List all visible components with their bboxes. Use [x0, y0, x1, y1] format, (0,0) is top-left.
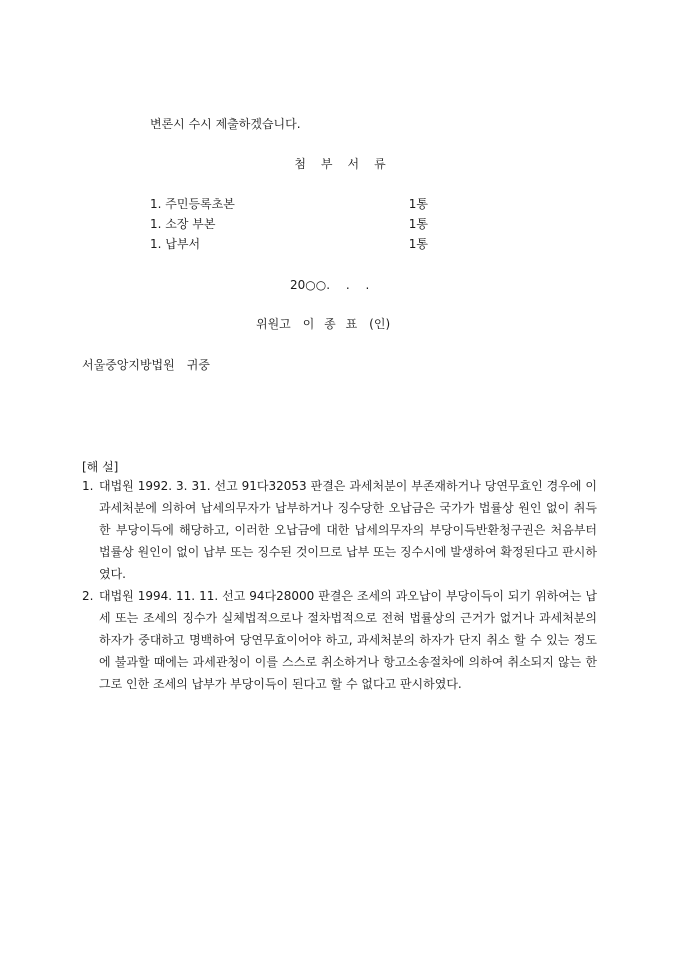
attachment-label: 1. 주민등록초본 — [150, 197, 235, 211]
attachments-title: 첨부서류 — [294, 157, 401, 171]
explanation-item-text: 대법원 1994. 11. 11. 선고 94다28000 판결은 조세의 과오납이 부당이득이 되기 위하여는 납세 또는 조세의 징수가 실체법적으로나 절차법적으로 전혀 법률상의 근거가 없거나 과세처분의 하자가 중대하고 명백하여 당연무효이어야 하고, 과세처분의 하자가 단지 취소 할 수 있는 정도에 불과할 때에는 과세관청이 이를 스스로 취소하거나 항고소송절차에 의하여 취소되지 않는 한 그로 인한 조세의 납부가 부당이득이 된다고 할 수 없다고 판시하였다. — [99, 589, 597, 691]
court-addressee: 서울중앙지방법원 귀중 — [82, 358, 210, 372]
attachment-item — [150, 196, 428, 212]
document-date: 20○○. . . — [290, 278, 370, 292]
explanation-item-number: 2. — [82, 589, 94, 603]
attachment-label: 1. 납부서 — [150, 237, 201, 251]
attachment-label: 1. 소장 부본 — [150, 217, 216, 231]
attachment-qty: 1통 — [408, 237, 428, 251]
explanation-item-number: 1. — [82, 479, 94, 493]
attachment-item — [150, 236, 428, 252]
signature-line: 위원고 이 종 표 (인) — [256, 317, 391, 331]
intro-text: 변론시 수시 제출하겠습니다. — [150, 117, 301, 131]
attachment-item — [150, 216, 428, 232]
explanation-item — [82, 475, 597, 585]
attachment-qty: 1통 — [408, 217, 428, 231]
explanation-item-text: 대법원 1992. 3. 31. 선고 91다32053 판결은 과세처분이 부존재하거나 당연무효인 경우에 이 과세처분에 의하여 납세의무자가 납부하거나 징수당한 오납금은 국가가 법률상 원인 없이 취득한 부당이득에 해당하고, 이러한 오납금에 대한 납세의무자의 부당이득반환청구권은 처음부터 법률상 원인이 없이 납부 또는 징수된 것이므로 납부 또는 징수시에 발생하여 확정된다고 판시하였다. — [99, 479, 597, 581]
attachment-qty: 1통 — [408, 197, 428, 211]
explanation-heading: [해 설] — [82, 460, 119, 474]
explanation-item — [82, 585, 597, 695]
